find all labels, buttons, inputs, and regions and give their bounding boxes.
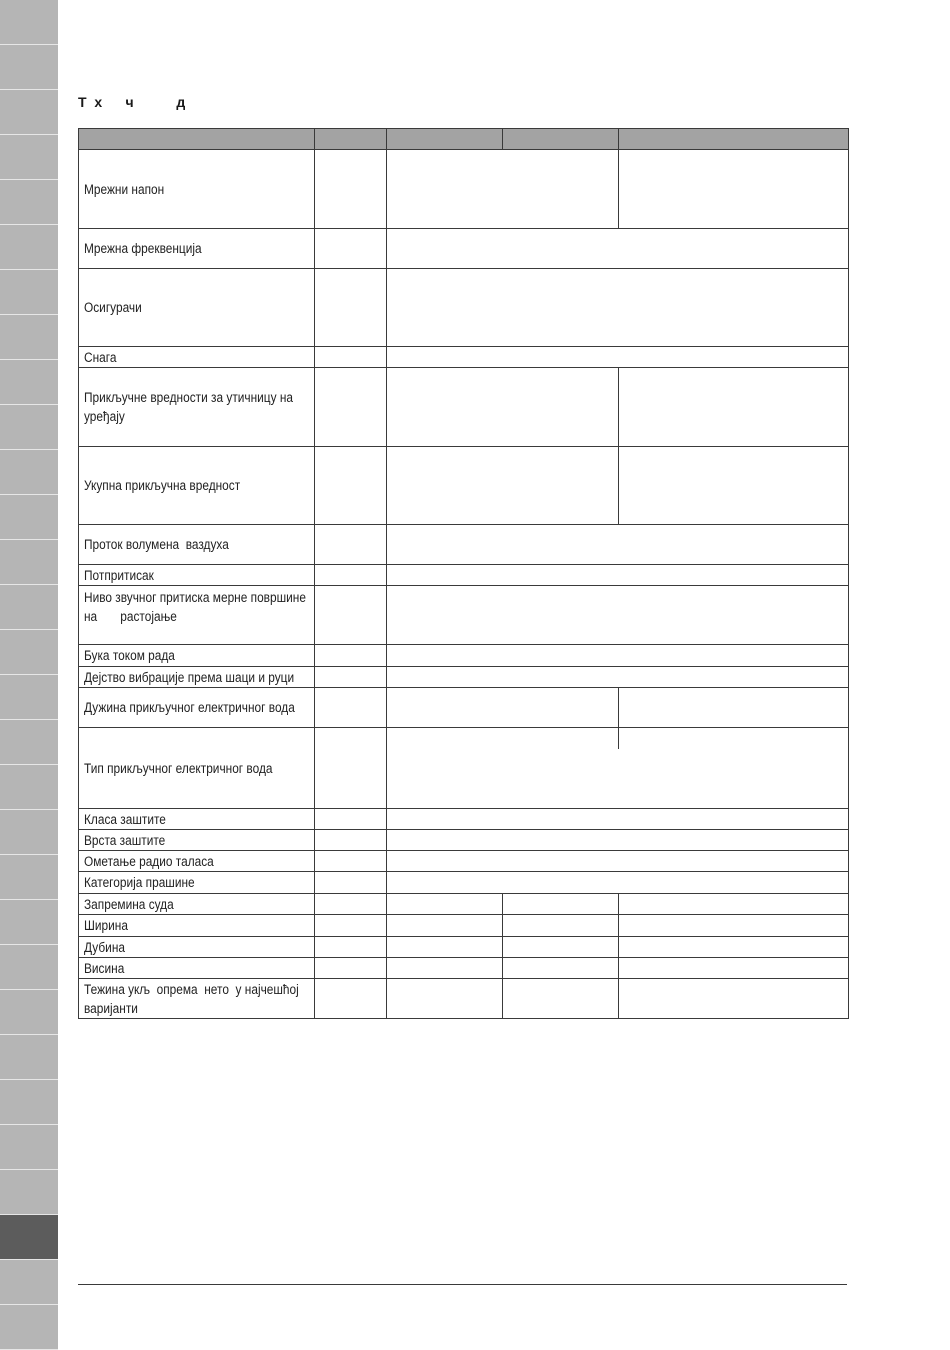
- section-tab: [0, 225, 58, 270]
- footer-divider: [78, 1284, 847, 1285]
- unit-cell: [315, 229, 387, 269]
- value-cell: [387, 937, 503, 958]
- section-tab: [0, 1305, 58, 1350]
- value-cell: [619, 688, 849, 728]
- table-row: [79, 728, 849, 809]
- row-label: Укупна прикључна вредност: [79, 447, 315, 525]
- row-label: Прикључне вредности за утичницу на уређају: [79, 368, 315, 447]
- table-row: [79, 688, 849, 728]
- value-cell: [619, 368, 849, 447]
- unit-cell: [315, 368, 387, 447]
- value-cell: [387, 851, 849, 872]
- section-tab: [0, 630, 58, 675]
- row-label: Категорија прашине: [79, 872, 315, 894]
- row-label: Осигурачи: [79, 269, 315, 347]
- unit-cell: [315, 809, 387, 830]
- value-cell: [619, 150, 849, 229]
- value-cell: [387, 958, 503, 979]
- section-tab: [0, 945, 58, 990]
- unit-cell: [315, 872, 387, 894]
- value-cell: [387, 447, 619, 525]
- section-tab: [0, 1080, 58, 1125]
- unit-cell: [315, 586, 387, 645]
- row-label: Мрежна фреквенција: [79, 229, 315, 269]
- row-label: Класа заштите: [79, 809, 315, 830]
- table-row: [79, 565, 849, 586]
- section-tab: [0, 360, 58, 405]
- value-cell: [387, 368, 619, 447]
- value-cell: [503, 894, 619, 915]
- table-row: [79, 958, 849, 979]
- row-label: Потпритисак: [79, 565, 315, 586]
- table-row: [79, 150, 849, 229]
- unit-cell: [315, 728, 387, 809]
- section-tab: [0, 180, 58, 225]
- row-label: Ширина: [79, 915, 315, 937]
- table-row: [79, 447, 849, 525]
- unit-cell: [315, 525, 387, 565]
- unit-cell: [315, 645, 387, 667]
- section-tab: [0, 1125, 58, 1170]
- section-tab: [0, 0, 58, 45]
- value-cell: [387, 688, 619, 728]
- unit-cell: [315, 937, 387, 958]
- section-tab: [0, 720, 58, 765]
- section-tab: [0, 1035, 58, 1080]
- table-row: [79, 368, 849, 447]
- table-row: [79, 229, 849, 269]
- unit-cell: [315, 667, 387, 688]
- row-label: Проток волумена ваздуха: [79, 525, 315, 565]
- table-row: [79, 525, 849, 565]
- table-row: [79, 851, 849, 872]
- unit-cell: [315, 915, 387, 937]
- section-tab: [0, 90, 58, 135]
- value-cell: [503, 958, 619, 979]
- unit-cell: [315, 894, 387, 915]
- value-cell: [387, 830, 849, 851]
- section-tab: [0, 45, 58, 90]
- section-tab: [0, 990, 58, 1035]
- table-row: [79, 915, 849, 937]
- value-cell: [387, 809, 849, 830]
- section-tab: [0, 405, 58, 450]
- section-tab-strip: [0, 0, 58, 1348]
- value-cell: [387, 915, 503, 937]
- value-cell: [619, 894, 849, 915]
- header-cell: [79, 129, 315, 150]
- row-label: Висина: [79, 958, 315, 979]
- value-cell: [619, 937, 849, 958]
- value-cell: [387, 645, 849, 667]
- section-tab: [0, 270, 58, 315]
- section-tab: [0, 1260, 58, 1305]
- value-cell: [387, 229, 849, 269]
- table-row: [79, 894, 849, 915]
- value-cell: [387, 150, 619, 229]
- section-tab: [0, 315, 58, 360]
- table-row: [79, 645, 849, 667]
- row-label: Ниво звучног притиска мерне површине на растојање: [79, 586, 315, 645]
- section-tab: [0, 810, 58, 855]
- row-label: Дубина: [79, 937, 315, 958]
- row-label: Ометање радио таласа: [79, 851, 315, 872]
- section-tab: [0, 135, 58, 180]
- section-tab: [0, 765, 58, 810]
- value-cell: [619, 447, 849, 525]
- table-row: [79, 667, 849, 688]
- row-label: Дужина прикључног електричног вода: [79, 688, 315, 728]
- unit-cell: [315, 347, 387, 368]
- table-row: [79, 586, 849, 645]
- value-cell: [387, 269, 849, 347]
- row-label: Тежина укљ опрема нето у најчешћој варијанти: [79, 979, 315, 1019]
- value-cell: [387, 728, 849, 809]
- table-header-row: [79, 129, 849, 150]
- value-cell: [619, 979, 849, 1019]
- unit-cell: [315, 958, 387, 979]
- value-cell: [619, 958, 849, 979]
- row-label: Запремина суда: [79, 894, 315, 915]
- unit-cell: [315, 447, 387, 525]
- section-tab: [0, 540, 58, 585]
- table-row: [79, 872, 849, 894]
- row-label: Бука током рада: [79, 645, 315, 667]
- row-label: Снага: [79, 347, 315, 368]
- section-tab: [0, 1170, 58, 1215]
- header-cell: [503, 129, 619, 150]
- section-tab: [0, 855, 58, 900]
- page-title: Т х ч д: [78, 94, 186, 110]
- value-cell: [387, 586, 849, 645]
- value-cell: [387, 872, 849, 894]
- value-cell: [619, 915, 849, 937]
- unit-cell: [315, 565, 387, 586]
- unit-cell: [315, 269, 387, 347]
- technical-data-table: [78, 128, 849, 1019]
- value-cell: [503, 915, 619, 937]
- row-label: Мрежни напон: [79, 150, 315, 229]
- value-cell: [387, 565, 849, 586]
- table-row: [79, 830, 849, 851]
- row-label: Врста заштите: [79, 830, 315, 851]
- value-cell: [503, 979, 619, 1019]
- unit-cell: [315, 851, 387, 872]
- row-label: Тип прикључног електричног вода: [79, 728, 315, 809]
- section-tab-active: [0, 1215, 58, 1260]
- value-cell: [387, 667, 849, 688]
- unit-cell: [315, 979, 387, 1019]
- header-cell: [315, 129, 387, 150]
- table-row: [79, 937, 849, 958]
- table-row: [79, 979, 849, 1019]
- unit-cell: [315, 688, 387, 728]
- value-cell: [387, 894, 503, 915]
- unit-cell: [315, 830, 387, 851]
- table-row: [79, 809, 849, 830]
- unit-cell: [315, 150, 387, 229]
- section-tab: [0, 495, 58, 540]
- value-cell: [387, 347, 849, 368]
- header-cell: [387, 129, 503, 150]
- value-cell: [503, 937, 619, 958]
- row-label: Дејство вибрације према шаци и руци: [79, 667, 315, 688]
- section-tab: [0, 450, 58, 495]
- cell-divider-stub: [618, 728, 619, 749]
- header-cell: [619, 129, 849, 150]
- section-tab: [0, 900, 58, 945]
- value-cell: [387, 525, 849, 565]
- section-tab: [0, 585, 58, 630]
- table-row: [79, 269, 849, 347]
- table-row: [79, 347, 849, 368]
- value-cell: [387, 979, 503, 1019]
- section-tab: [0, 675, 58, 720]
